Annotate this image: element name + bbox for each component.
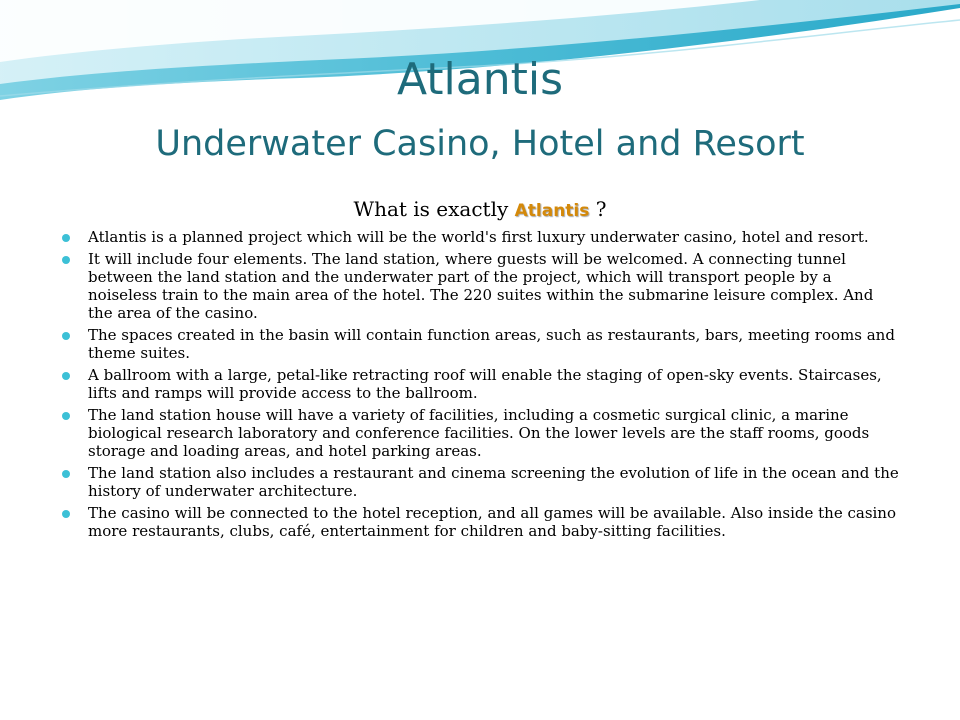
question-prefix: What is exactly [353, 197, 515, 221]
bullet-list [60, 228, 900, 544]
bullet-text: The land station house will have a variety of facilities, including a cosmetic surgical clinic, a marine biological research laboratory and conference facilities. On the lower levels are the staff rooms, goods storage and loading areas, and hotel parking areas. [88, 406, 870, 460]
bullet-text: The land station also includes a restaurant and cinema screening the evolution of life in the ocean and the history of underwater architecture. [88, 464, 899, 500]
bullet-dot-icon [62, 510, 70, 518]
bullet-item [60, 504, 900, 540]
bullet-dot-icon [62, 234, 70, 242]
bullet-dot-icon [62, 332, 70, 340]
slide-title [0, 52, 960, 166]
bullet-item [60, 464, 900, 500]
question-heading [0, 197, 960, 221]
bullet-item [60, 406, 900, 460]
bullet-item [60, 326, 900, 362]
bullet-text: Atlantis is a planned project which will be the world's first luxury underwater casino, hotel and resort. [88, 228, 869, 246]
bullet-item [60, 366, 900, 402]
title-main: Atlantis [396, 54, 564, 105]
title-subtitle: Underwater Casino, Hotel and Resort [155, 124, 805, 164]
bullet-text: The spaces created in the basin will contain function areas, such as restaurants, bars, meeting rooms and theme suites. [88, 326, 895, 362]
bullet-dot-icon [62, 470, 70, 478]
question-highlight: Atlantis [514, 201, 590, 221]
bullet-text: The casino will be connected to the hotel reception, and all games will be available. Also inside the casino more restaurants, clubs, café, entertainment for children and baby-sitting facilities. [88, 504, 897, 540]
bullet-dot-icon [62, 412, 70, 420]
bullet-item [60, 250, 900, 322]
bullet-dot-icon [62, 256, 70, 264]
question-suffix: ? [589, 197, 607, 221]
bullet-text: A ballroom with a large, petal-like retracting roof will enable the staging of open-sky events. Staircases, lifts and ramps will provide access to the ballroom. [88, 366, 882, 402]
bullet-text: It will include four elements. The land station, where guests will be welcomed. A connecting tunnel between the land station and the underwater part of the project, which will transport people by a noiseless train to the main area of the hotel. The 220 suites within the submarine leisure complex. And the area of the casino. [88, 250, 874, 322]
bullet-dot-icon [62, 372, 70, 380]
bullet-item [60, 228, 900, 246]
